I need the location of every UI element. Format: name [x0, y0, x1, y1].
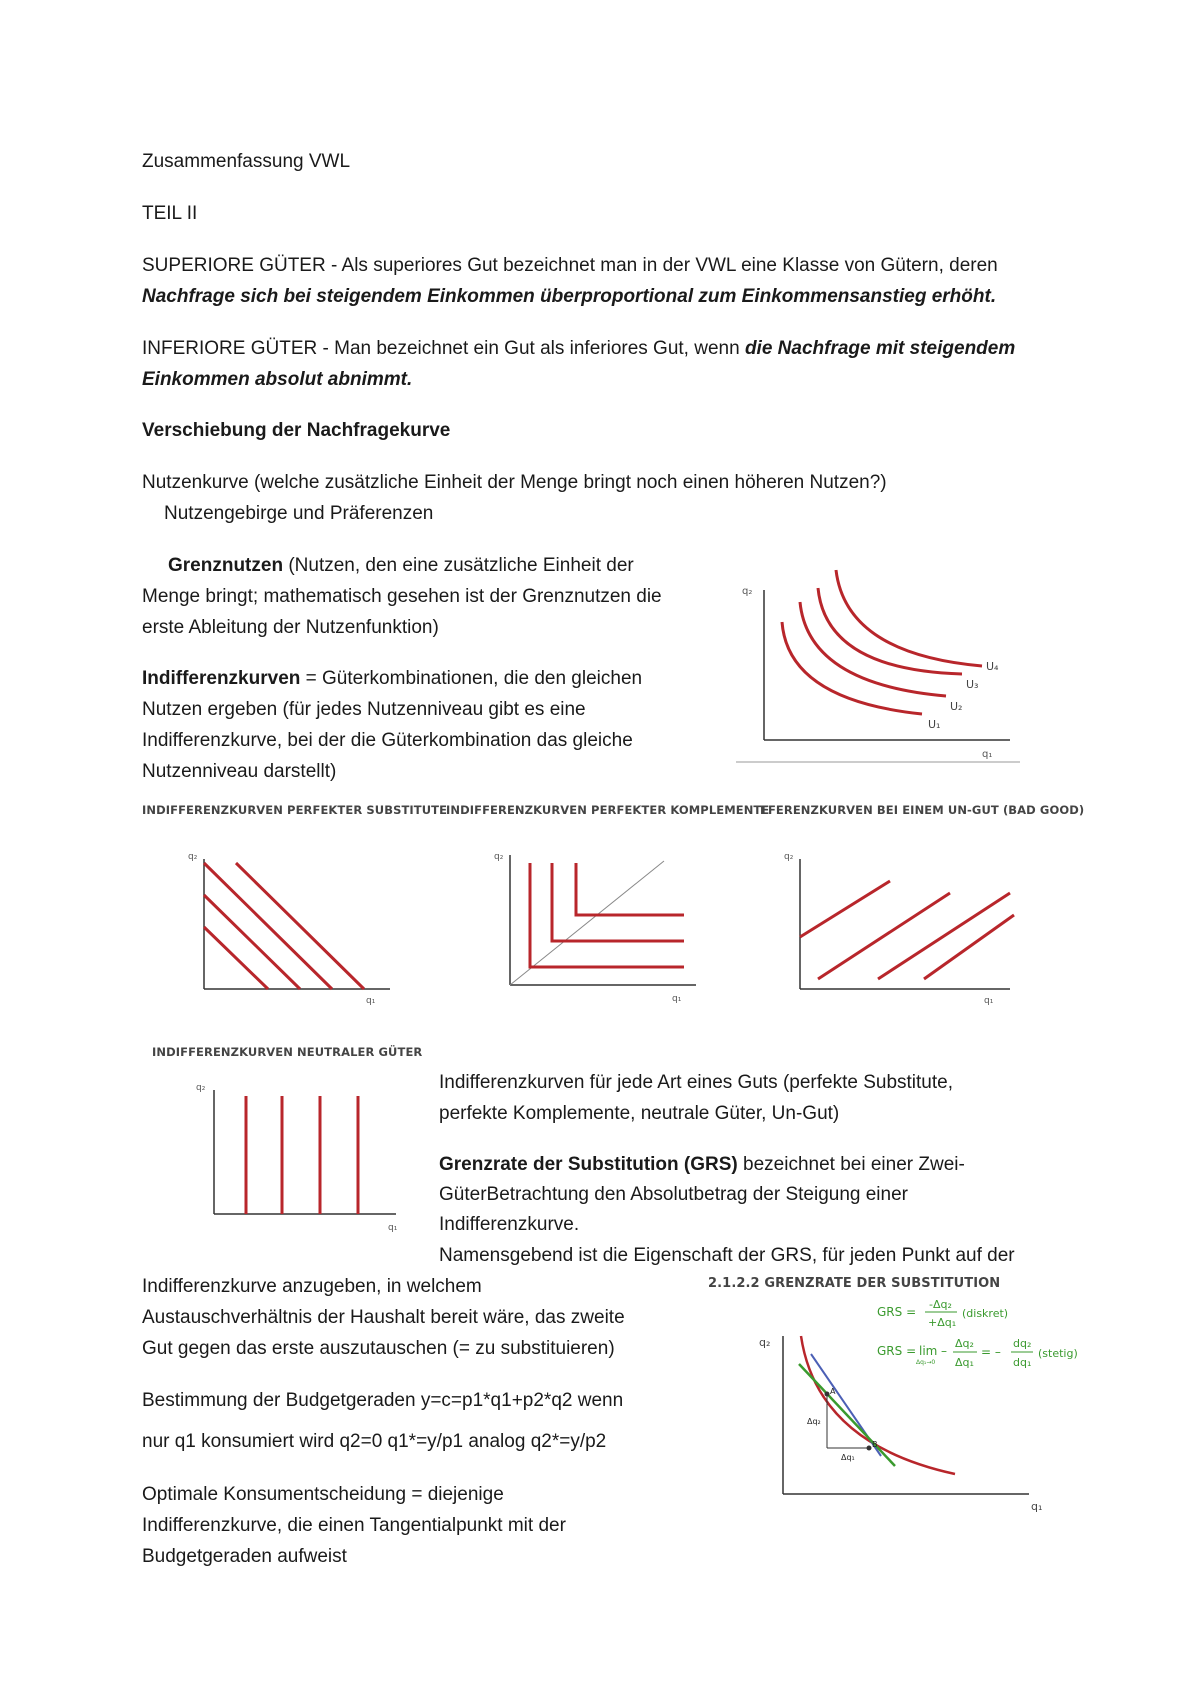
- bad-good-figure: [778, 845, 1018, 1005]
- substitutes-figure: [180, 845, 410, 1005]
- document-title: Zusammenfassung VWL: [142, 151, 351, 172]
- label-u2: U₂: [950, 700, 963, 713]
- optimum-line-1: Optimale Konsumentscheidung = diejenige: [142, 1484, 504, 1505]
- label-u4: U₄: [986, 660, 999, 673]
- point-a-marker: [825, 1392, 830, 1397]
- indifference-line-3: Indifferenzkurve, bei der die Güterkombination das gleiche: [142, 730, 633, 751]
- indifference-line-1: [142, 663, 642, 694]
- formula-den-continuous: dq₁: [1013, 1356, 1032, 1369]
- indifference-term: Indifferenzkurven: [142, 668, 301, 689]
- grs-def: bezeichnet bei einer Zwei-: [737, 1154, 965, 1175]
- marginal-utility-def: (Nutzen, den eine zusätzliche Einheit der: [283, 555, 634, 576]
- substitute-line-1: [204, 927, 268, 989]
- inferior-emph-2: Einkommen absolut abnimmt: [142, 369, 407, 390]
- section-heading-demand-shift: Verschiebung der Nachfragekurve: [142, 420, 451, 441]
- formula-num-discrete: -Δq₂: [929, 1298, 952, 1311]
- complements-figure: [484, 845, 714, 1005]
- inferior-goods-emphasis: [142, 364, 412, 395]
- point-b-marker: [867, 1446, 872, 1451]
- point-b-label: B: [872, 1440, 878, 1449]
- bad-good-line-4: [924, 915, 1014, 979]
- x-axis-label: q₁: [982, 749, 993, 760]
- bad-good-line-2: [818, 893, 950, 979]
- inferior-emph-1: die Nachfrage mit steigendem: [744, 338, 1016, 359]
- x-axis-label: q₁: [366, 996, 376, 1006]
- neutral-goods-figure: [196, 1076, 416, 1236]
- point-a-label: A: [830, 1387, 836, 1396]
- label-u1: U₁: [928, 718, 941, 731]
- indifference-line-4: Nutzenniveau darstellt): [142, 761, 337, 782]
- all-types-line-1: Indifferenzkurven für jede Art eines Guts (perfekte Substitute,: [439, 1072, 953, 1093]
- inferior-lead: INFERIORE GÜTER - Man bezeichnet ein Gut als inferiores Gut, wenn: [142, 338, 745, 359]
- budget-line-1: Bestimmung der Budgetgeraden y=c=p1*q1+p2*q2 wenn: [142, 1390, 624, 1411]
- inferior-goods-text: [142, 333, 1015, 364]
- bad-good-line-1: [800, 881, 890, 937]
- complement-corner-2: [552, 863, 684, 941]
- superior-goods-text: SUPERIORE GÜTER - Als superiores Gut bezeichnet man in der VWL eine Klasse von Gütern, deren: [142, 255, 998, 276]
- y-axis-label: q₂: [188, 852, 198, 862]
- x-axis-label: q₁: [388, 1223, 398, 1233]
- formula-continuous-note: (stetig): [1038, 1347, 1078, 1360]
- grs-line-7: Gut gegen das erste auszutauschen (= zu substituieren): [142, 1338, 615, 1359]
- caption-complements: INDIFFERENZKURVEN PERFEKTER KOMPLEMENTE: [446, 803, 770, 817]
- formula-lim: lim: [919, 1344, 938, 1358]
- tangent-line: [799, 1364, 895, 1466]
- grs-line-3: Indifferenzkurve.: [439, 1214, 580, 1235]
- y-axis-label: q₂: [784, 852, 794, 862]
- caption-substitutes: INDIFFERENZKURVEN PERFEKTER SUBSTITUTE: [142, 803, 448, 817]
- substitute-line-4: [236, 863, 364, 989]
- optimum-line-3: Budgetgeraden aufweist: [142, 1546, 347, 1567]
- formula-eq-minus: = –: [981, 1345, 1001, 1359]
- formula-num-continuous: dq₂: [1013, 1337, 1032, 1350]
- formula-discrete-note: (diskret): [962, 1307, 1009, 1320]
- superior-end: .: [990, 286, 997, 307]
- grs-line-2: GüterBetrachtung den Absolutbetrag der Steigung einer: [439, 1184, 908, 1205]
- grs-line-4: Namensgebend ist die Eigenschaft der GRS, für jeden Punkt auf der: [439, 1245, 1015, 1266]
- grs-term: Grenzrate der Substitution (GRS): [439, 1154, 738, 1175]
- x-axis-label: q₁: [672, 994, 682, 1004]
- formula-grs-continuous: GRS =: [877, 1344, 917, 1358]
- y-axis-label: q₂: [759, 1336, 771, 1349]
- marginal-utility-term: Grenznutzen: [168, 555, 284, 576]
- y-axis-label: q₂: [196, 1083, 206, 1093]
- indifference-line-2: Nutzen ergeben (für jedes Nutzenniveau gibt es eine: [142, 699, 586, 720]
- part-heading: TEIL II: [142, 203, 198, 224]
- superior-goods-emphasis: [142, 281, 996, 312]
- utility-curve-text: Nutzenkurve (welche zusätzliche Einheit der Menge bringt noch einen höheren Nutzen?): [142, 472, 887, 493]
- marginal-utility-line-3: erste Ableitung der Nutzenfunktion): [142, 617, 439, 638]
- formula-num-limit: Δq₂: [955, 1337, 974, 1350]
- substitute-line-3: [204, 863, 332, 989]
- y-axis-label: q₂: [494, 852, 504, 862]
- grs-line-6: Austauschverhältnis der Haushalt bereit wäre, das zweite: [142, 1307, 625, 1328]
- superior-emph: Nachfrage sich bei steigendem Einkommen überproportional zum Einkommensanstieg erhöht: [142, 286, 991, 307]
- formula-den-limit: Δq₁: [955, 1356, 974, 1369]
- all-types-line-2: perfekte Komplemente, neutrale Güter, Un-Gut): [439, 1103, 840, 1124]
- marginal-utility-line-2: Menge bringt; mathematisch gesehen ist der Grenznutzen die: [142, 586, 662, 607]
- grs-figure: [755, 1296, 1085, 1516]
- formula-grs-discrete: GRS =: [877, 1305, 917, 1319]
- marginal-utility-line-1: [168, 550, 634, 581]
- formula-den-discrete: +Δq₁: [928, 1316, 957, 1329]
- y-axis-label: q₂: [742, 586, 753, 597]
- formula-minus-1: –: [941, 1344, 947, 1358]
- caption-grs: 2.1.2.2 GRENZRATE DER SUBSTITUTION: [708, 1276, 1001, 1291]
- budget-line-2: nur q1 konsumiert wird q2=0 q1*=y/p1 analog q2*=y/p2: [142, 1431, 607, 1452]
- x-axis-label: q₁: [1031, 1500, 1043, 1513]
- grs-line-1: [439, 1149, 965, 1180]
- curve-u2: [800, 602, 946, 696]
- delta-q2-label: Δq₂: [807, 1417, 821, 1426]
- label-u3: U₃: [966, 678, 979, 691]
- inferior-end: .: [406, 369, 413, 390]
- caption-neutral: INDIFFERENZKURVEN NEUTRALER GÜTER: [152, 1045, 423, 1059]
- indifference-def: = Güterkombinationen, die den gleichen: [300, 668, 643, 689]
- x-axis-label: q₁: [984, 996, 994, 1006]
- formula-lim-sub: Δq₁→0: [916, 1359, 936, 1366]
- optimum-line-2: Indifferenzkurve, die einen Tangentialpunkt mit der: [142, 1515, 566, 1536]
- utility-mountain-text: Nutzengebirge und Präferenzen: [164, 503, 434, 524]
- grs-line-5: Indifferenzkurve anzugeben, in welchem: [142, 1276, 482, 1297]
- delta-q1-label: Δq₁: [841, 1453, 855, 1462]
- indifference-curves-figure: [730, 560, 1030, 765]
- caption-bad-good: FFERENZKURVEN BEI EINEM UN-GUT (BAD GOOD): [760, 803, 1085, 817]
